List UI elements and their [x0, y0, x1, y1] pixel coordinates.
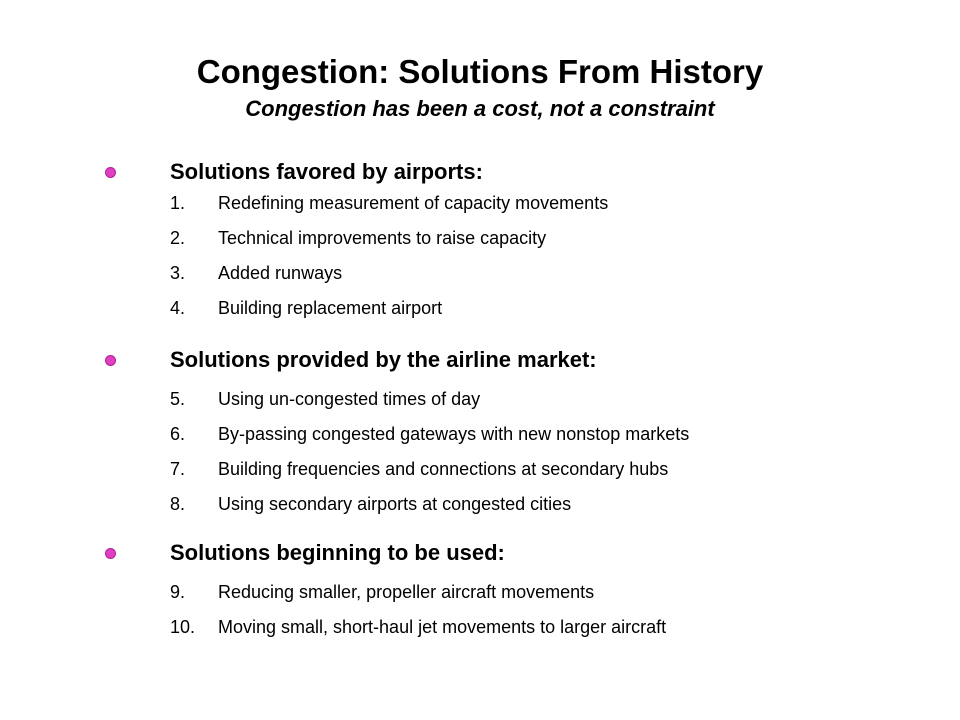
section-heading-row: [0, 538, 960, 580]
list-item: [0, 191, 960, 226]
item-number: 3.: [170, 263, 186, 283]
list-item: [0, 387, 960, 422]
item-number: 4.: [170, 298, 186, 318]
item-number: 9.: [170, 582, 186, 602]
slide-subtitle: Congestion has been a cost, not a constraint: [245, 96, 715, 121]
list-item: [0, 422, 960, 457]
section-emerging-solutions: [0, 538, 960, 650]
section-heading-row: [0, 345, 960, 387]
section-heading: Solutions favored by airports:: [170, 159, 483, 184]
item-number: 10.: [170, 617, 196, 637]
item-text: By-passing congested gateways with new nonstop markets: [218, 424, 690, 444]
slide-title: Congestion: Solutions From History: [196, 53, 764, 90]
numbered-list: [0, 580, 960, 650]
bullet-dot-icon: [105, 548, 116, 559]
section-heading: Solutions beginning to be used:: [170, 540, 505, 565]
item-text: Technical improvements to raise capacity: [218, 228, 547, 248]
list-item: [0, 226, 960, 261]
item-text: Building replacement airport: [218, 298, 443, 318]
item-text: Added runways: [218, 263, 343, 283]
item-text: Using un-congested times of day: [218, 389, 481, 409]
list-item: [0, 615, 960, 650]
item-number: 8.: [170, 494, 186, 514]
item-text: Reducing smaller, propeller aircraft movements: [218, 582, 595, 602]
section-airline-market-solutions: [0, 345, 960, 527]
bullet-dot-icon: [105, 355, 116, 366]
section-heading: Solutions provided by the airline market:: [170, 347, 597, 372]
list-item: [0, 296, 960, 331]
item-number: 5.: [170, 389, 186, 409]
list-item: [0, 261, 960, 296]
bullet-dot-icon: [105, 167, 116, 178]
list-item: [0, 492, 960, 527]
item-text: Using secondary airports at congested cities: [218, 494, 572, 514]
item-number: 6.: [170, 424, 186, 444]
numbered-list: [0, 191, 960, 331]
list-item: [0, 457, 960, 492]
item-text: Redefining measurement of capacity movements: [218, 193, 609, 213]
numbered-list: [0, 387, 960, 527]
item-number: 7.: [170, 459, 186, 479]
section-airport-solutions: [0, 157, 960, 331]
item-number: 2.: [170, 228, 186, 248]
item-number: 1.: [170, 193, 186, 213]
list-item: [0, 580, 960, 615]
section-heading-row: [0, 157, 960, 191]
item-text: Building frequencies and connections at secondary hubs: [218, 459, 669, 479]
item-text: Moving small, short-haul jet movements to larger aircraft: [218, 617, 667, 637]
